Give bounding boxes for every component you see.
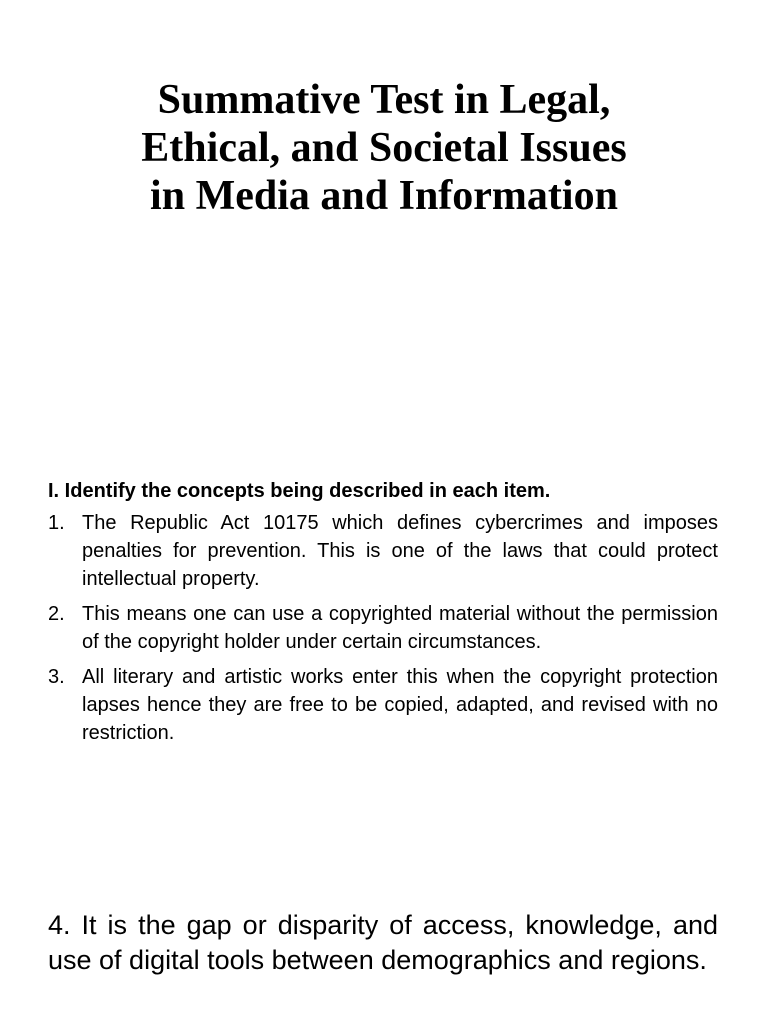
item-text: All literary and artistic works enter this when the copyright protection lapses hence they are free to be copied, adapted, and revised with no restriction. bbox=[82, 666, 718, 744]
question-4: 4. It is the gap or disparity of access, knowledge, and use of digital tools between demographics and regions. bbox=[48, 910, 718, 975]
title-line-1: Summative Test in Legal, bbox=[157, 77, 611, 123]
identification-section bbox=[48, 477, 718, 754]
title-line-2: Ethical, and Societal Issues bbox=[141, 125, 627, 171]
question-list bbox=[48, 509, 718, 747]
page-title bbox=[60, 76, 708, 220]
section-instruction: I. Identify the concepts being described in each item. bbox=[48, 480, 551, 502]
item-number: 2. bbox=[48, 603, 65, 625]
list-item bbox=[48, 600, 718, 656]
title-line-3: in Media and Information bbox=[150, 173, 618, 219]
item-number: 1. bbox=[48, 512, 65, 534]
item-number: 3. bbox=[48, 666, 65, 688]
item-text: The Republic Act 10175 which defines cybercrimes and imposes penalties for prevention. This is one of the laws that could protect intellectual property. bbox=[82, 512, 718, 590]
list-item bbox=[48, 663, 718, 747]
list-item bbox=[48, 509, 718, 593]
item-text: This means one can use a copyrighted material without the permission of the copyright holder under certain circumstances. bbox=[82, 603, 718, 653]
